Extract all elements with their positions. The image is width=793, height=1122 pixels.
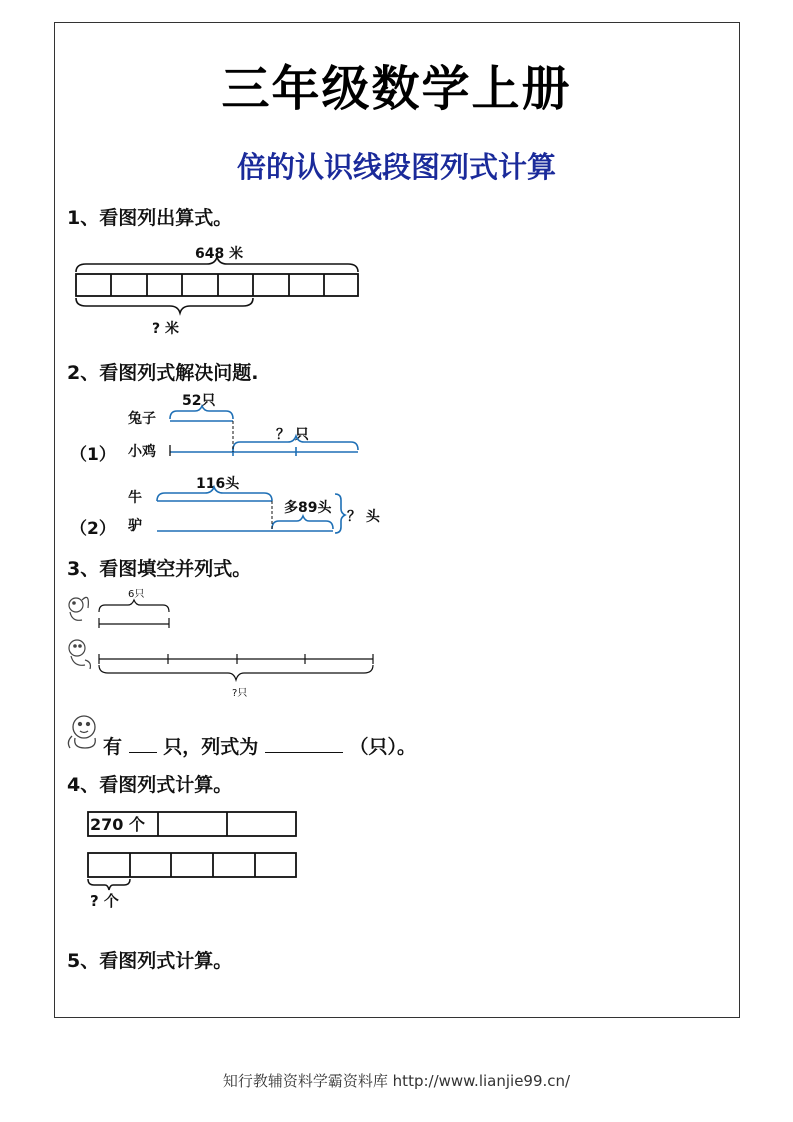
q2-1-top-brace [170, 406, 233, 419]
q2-2-row2-label: 驴 [128, 518, 142, 534]
q2-2-total-value: ？ 头 [347, 509, 380, 525]
q3-fill-b: 只，列式为 [163, 736, 259, 758]
q1-bottom-brace [76, 298, 253, 313]
q3-squirrel-icon [69, 597, 88, 620]
question-2-label: 2、看图列式解决问题. [67, 362, 259, 384]
footer-text: 知行教辅资料学霸资料库 http://www.lianjie99.cn/ [222, 1072, 571, 1090]
q3-fill-a: 有 [103, 736, 123, 758]
q2-2-top-brace [157, 487, 272, 501]
q1-top-value: 648 米 [195, 246, 244, 262]
q2-2-more-value: 多89头 [284, 500, 332, 516]
q3-fill-monkey-icon [68, 716, 95, 748]
q2-2-right-brace [335, 494, 345, 533]
q2-2-top-value: 116头 [196, 476, 240, 492]
q2-1-top-value: 52只 [182, 393, 216, 409]
page-subtitle: 倍的认识线段图列式计算 [236, 150, 556, 184]
q4-bottom-brace [88, 879, 130, 890]
q4-top-bar [88, 812, 296, 836]
question-1-label: 1、看图列出算式。 [67, 207, 233, 229]
q2-1-index: （1） [70, 445, 116, 465]
q3-bottom-value: ?只 [232, 688, 248, 699]
q4-bottom-value: ? 个 [90, 892, 119, 910]
page-title: 三年级数学上册 [221, 61, 572, 117]
q2-2-more-brace [272, 516, 333, 529]
question-5-label: 5、看图列式计算。 [67, 950, 233, 972]
q4-bottom-bar [88, 853, 296, 877]
q2-1-row2-label: 小鸡 [128, 444, 156, 460]
q3-fill-c: （只）。 [349, 736, 417, 758]
q4-box-value: 270 个 [90, 815, 145, 834]
q2-2-index: （2） [70, 519, 116, 539]
q2-1-row1-label: 兔子 [128, 411, 156, 427]
q1-segment-bar [76, 274, 358, 296]
q1-bottom-value: ? 米 [152, 321, 179, 337]
question-3-label: 3、看图填空并列式。 [67, 558, 252, 580]
q2-1-right-value: ？ 只 [276, 427, 309, 443]
q3-bottom-brace [99, 665, 373, 680]
q3-monkey-icon [69, 640, 90, 669]
q2-2-row1-label: 牛 [128, 490, 142, 506]
q3-top-brace [99, 600, 169, 612]
q3-top-value: 6只 [128, 589, 145, 600]
q1-top-brace [76, 257, 358, 272]
question-4-label: 4、看图列式计算。 [67, 774, 233, 796]
